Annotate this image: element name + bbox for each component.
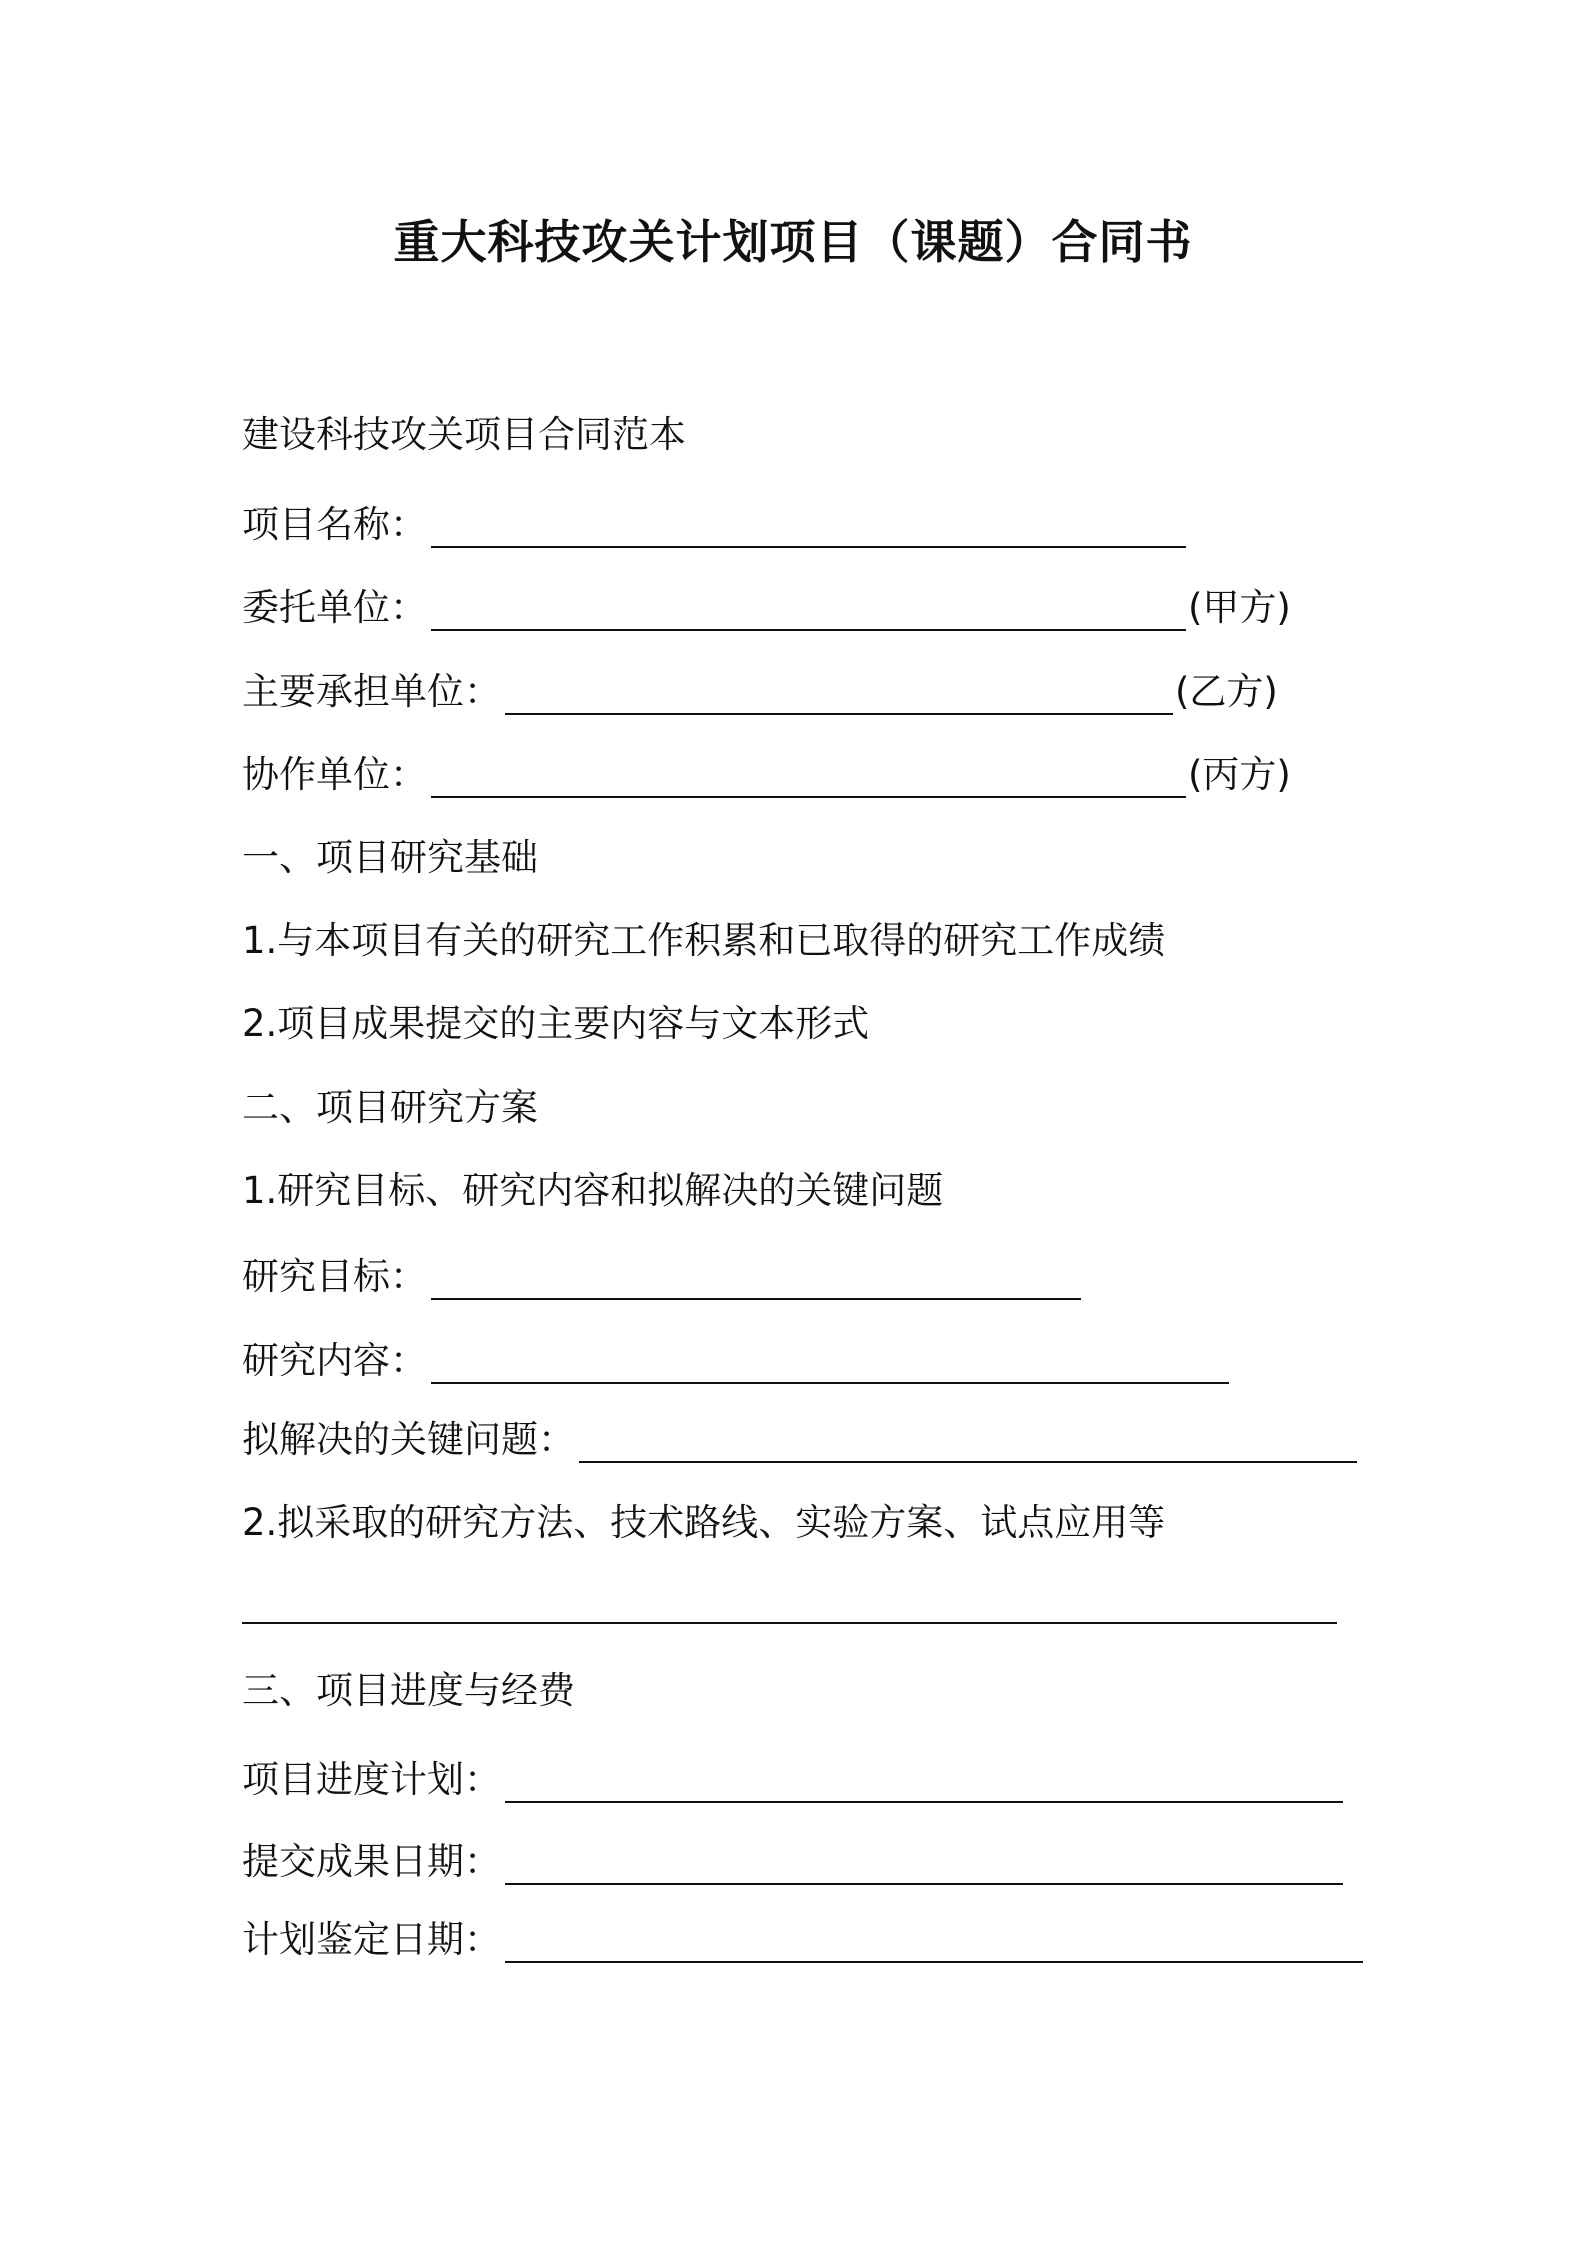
schedule-blank[interactable] — [505, 1761, 1343, 1803]
key-issue-row — [242, 1412, 1357, 1468]
research-goal-label: 研究目标： — [242, 1255, 427, 1298]
main-undertaker-row — [242, 664, 1278, 720]
submit-date-row — [242, 1834, 1343, 1890]
cooperator-blank[interactable] — [431, 756, 1186, 798]
main-undertaker-label: 主要承担单位： — [242, 670, 501, 713]
main-undertaker-suffix: (乙方) — [1175, 670, 1278, 713]
main-undertaker-blank[interactable] — [505, 673, 1173, 715]
section2-item2: 2.拟采取的研究方法、技术路线、实验方案、试点应用等 — [242, 1501, 1166, 1544]
key-issue-label: 拟解决的关键问题： — [242, 1418, 575, 1461]
cooperator-row — [242, 747, 1291, 803]
schedule-label: 项目进度计划： — [242, 1758, 501, 1801]
research-content-label: 研究内容： — [242, 1339, 427, 1382]
appraisal-date-label: 计划鉴定日期： — [242, 1918, 501, 1961]
client-row — [242, 580, 1291, 636]
project-name-blank[interactable] — [431, 506, 1186, 548]
document-title: 重大科技攻关计划项目（课题）合同书 — [393, 215, 1193, 269]
research-goal-row — [242, 1249, 1081, 1305]
section3-heading: 三、项目进度与经费 — [242, 1669, 575, 1712]
section2-item1: 1.研究目标、研究内容和拟解决的关键问题 — [242, 1169, 944, 1212]
research-content-blank[interactable] — [431, 1342, 1229, 1384]
schedule-row — [242, 1752, 1343, 1808]
appraisal-date-row — [242, 1912, 1363, 1968]
section1-item1: 1.与本项目有关的研究工作积累和已取得的研究工作成绩 — [242, 919, 1166, 962]
client-label: 委托单位： — [242, 586, 427, 629]
appraisal-date-blank[interactable] — [505, 1921, 1363, 1963]
section2-heading: 二、项目研究方案 — [242, 1086, 538, 1129]
key-issue-blank[interactable] — [579, 1421, 1357, 1463]
document-subtitle: 建设科技攻关项目合同范本 — [242, 413, 686, 456]
project-name-row — [242, 497, 1186, 553]
section1-heading: 一、项目研究基础 — [242, 836, 538, 879]
cooperator-label: 协作单位： — [242, 753, 427, 796]
section1-item2: 2.项目成果提交的主要内容与文本形式 — [242, 1002, 870, 1045]
submit-date-blank[interactable] — [505, 1843, 1343, 1885]
submit-date-label: 提交成果日期： — [242, 1840, 501, 1883]
client-blank[interactable] — [431, 589, 1186, 631]
methods-blank[interactable] — [242, 1622, 1337, 1624]
project-name-label: 项目名称： — [242, 503, 427, 546]
research-goal-blank[interactable] — [431, 1258, 1081, 1300]
research-content-row — [242, 1333, 1229, 1389]
cooperator-suffix: (丙方) — [1188, 753, 1291, 796]
client-suffix: (甲方) — [1188, 586, 1291, 629]
